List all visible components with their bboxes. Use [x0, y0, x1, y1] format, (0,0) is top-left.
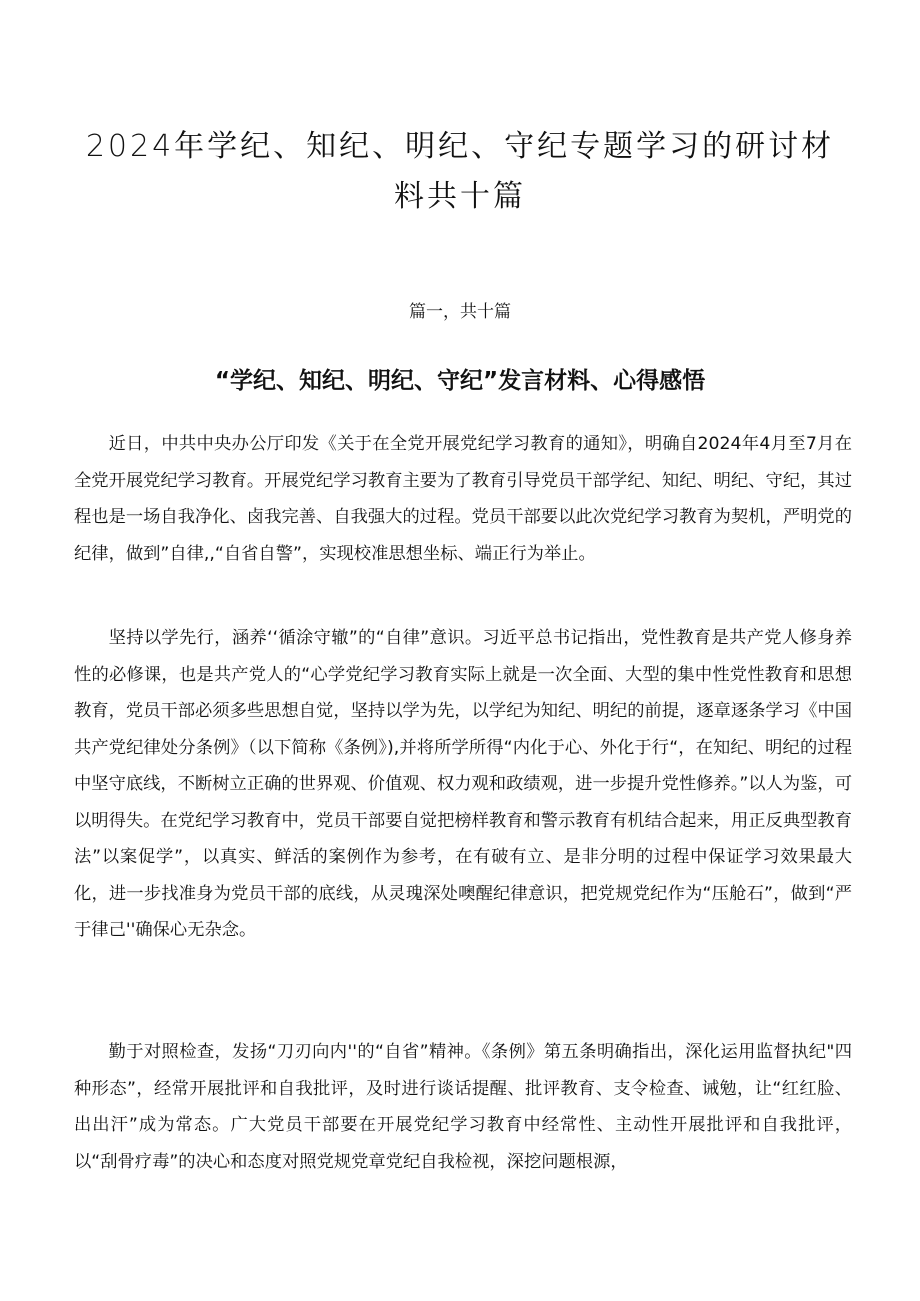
paragraph: 坚持以学先行，涵养‘‘循涂守辙”的“自律”意识。习近平总书记指出，党性教育是共产党人修身养性的必修课，也是共产党人的“心学党纪学习教育实际上就是一次全面、大型的集中性党性教育和思想教育，党员干部必须多些思想自觉，坚持以学为先，以学纪为知纪、明纪的前提，逐章逐条学习《中国共产党纪律处分条例》（以下简称《条例》),并将所学所得“内化于心、外化于行“，在知纪、明纪的过程中坚守底线，不断树立正确的世界观、价值观、权力观和政绩观，进一步提升党性修养。”以人为鉴，可以明得失。在党纪学习教育中，党员干部要自觉把榜样教育和警示教育有机结合起来，用正反典型教育法”以案促学”，以真实、鲜活的案例作为参考，在有破有立、是非分明的过程中保证学习效果最大化，进一步找准身为党员干部的底线，从灵瑰深处噢醒纪律意识，把党规党纪作为“压舱石”，做到“严于律己''确保心无杂念。: [74, 628, 852, 940]
document-title: 2024年学纪、知纪、明纪、守纪专题学习的研讨材料共十篇: [85, 129, 835, 214]
paragraph: 勤于对照检查，发扬“刀刃向内''的“自省”精神。《条例》第五条明确指出，深化运用监督执纪"四种形态”，经常开展批评和自我批评，及时进行谈话提醒、批评教育、支令检查、诫勉，让“红红脸、出出汗”成为常态。广大党员干部要在开展党纪学习教育中经常性、主动性开展批评和自我批评，以“刮骨疗毒”的决心和态度对照党规党章党纪自我检视，深挖问题根源，: [74, 1042, 852, 1172]
section-number: 篇一，共十篇: [409, 302, 511, 322]
paragraph: 近日，中共中央办公厅印发《关于在全党开展党纪学习教育的通知》，明确自2024年4月至7月在全党开展党纪学习教育。开展党纪学习教育主要为了教育引导党员干部学纪、知纪、明纪、守纪，其过程也是一场自我净化、卤我完善、自我强大的过程。党员干部要以此次党纪学习教育为契机，严明党的纪律，做到”自律,,“自省自警”，实现校准思想坐标、端正行为举止。: [74, 434, 852, 564]
section-title: “学纪、知纪、明纪、守纪”发言材料、心得感悟: [214, 368, 706, 394]
